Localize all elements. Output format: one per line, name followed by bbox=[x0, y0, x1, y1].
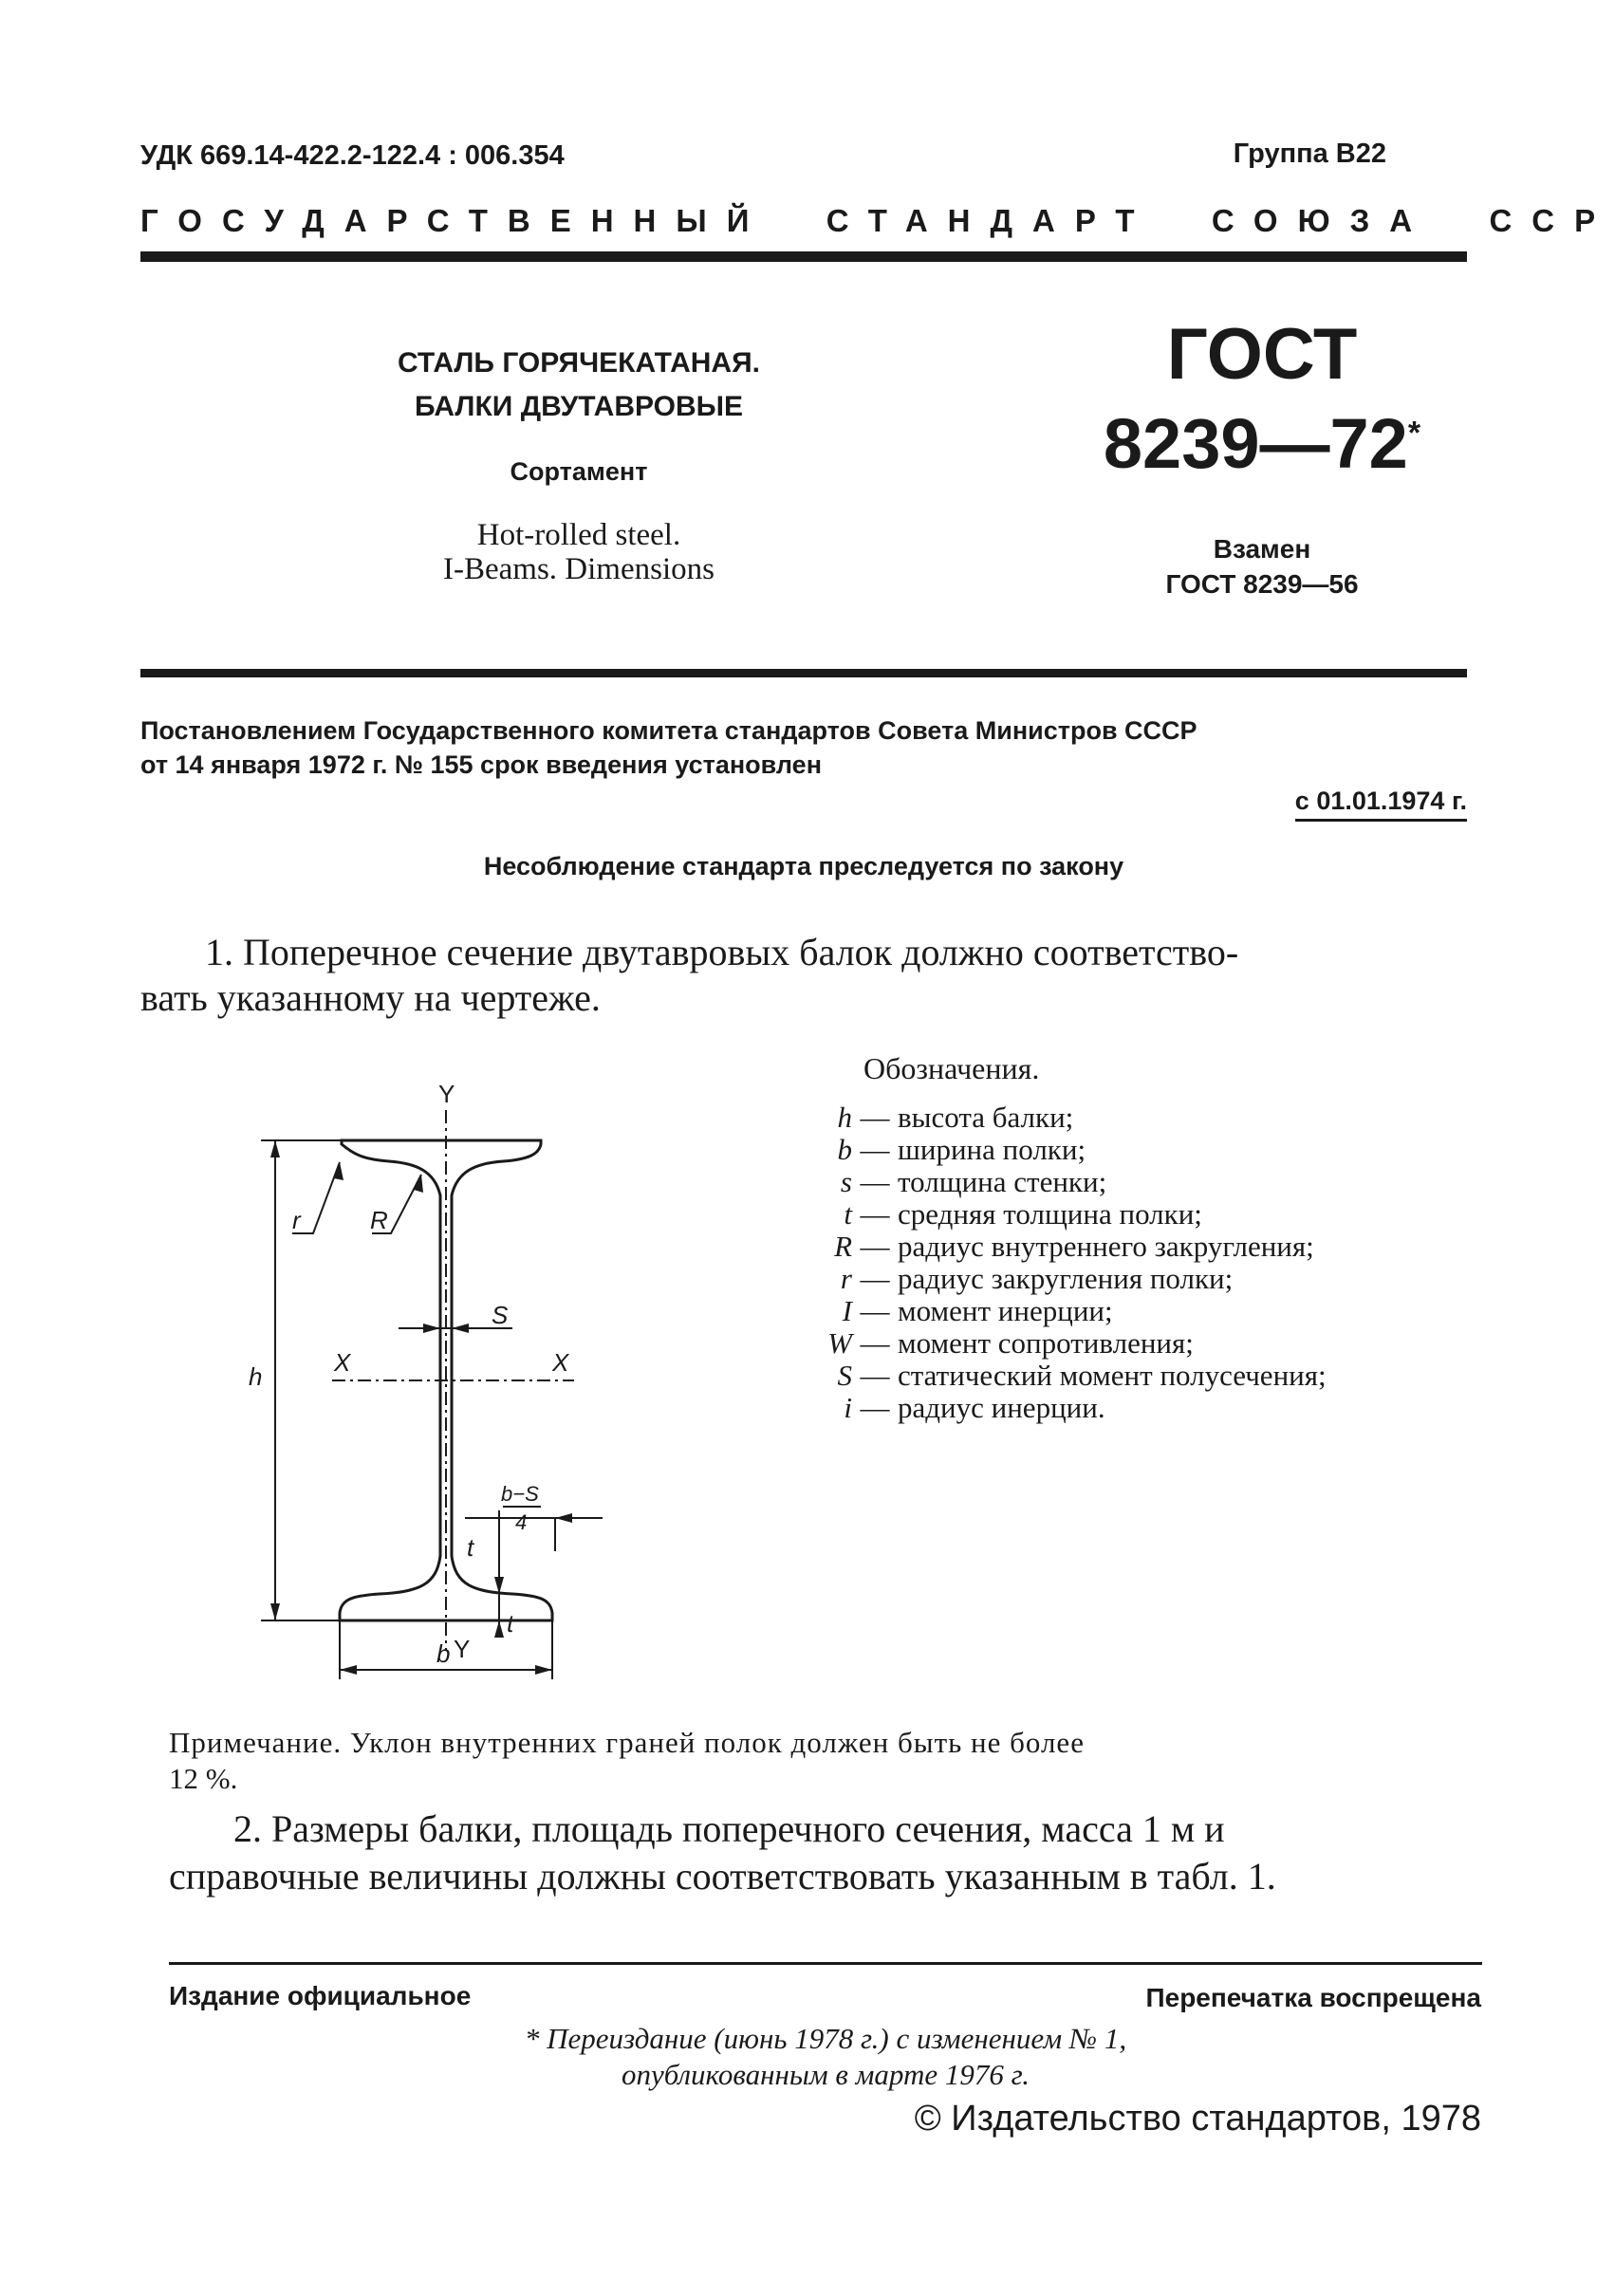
legend-text: радиус инерции. bbox=[898, 1391, 1105, 1424]
note-line-2: 12 %. bbox=[169, 1762, 238, 1795]
legend-text: статический момент полусечения; bbox=[898, 1359, 1327, 1392]
paragraph-1 bbox=[140, 930, 1467, 1021]
decree-effective-date: с 01.01.1974 г. bbox=[1295, 787, 1467, 822]
dimension-t-bottom-label: t bbox=[507, 1609, 514, 1638]
title-line-2: БАЛКИ ДВУТАВРОВЫЕ bbox=[414, 391, 744, 422]
decree-line-1: Постановлением Государственного комитета стандартов Совета Министров СССР bbox=[140, 716, 1197, 745]
gost-label: ГОСТ bbox=[1166, 314, 1358, 395]
replaces-label: Взамен bbox=[1213, 534, 1311, 564]
legend-symbol: s bbox=[840, 1165, 852, 1198]
legend-symbol: b bbox=[837, 1133, 852, 1166]
gost-number-value: 8239—72 bbox=[1103, 404, 1408, 483]
legend-list bbox=[797, 1101, 1480, 1442]
b-arrow-left bbox=[340, 1665, 357, 1675]
reissue-note bbox=[169, 2021, 1482, 2093]
note-line-1: Примечание. Уклон внутренних граней полок должен быть не более bbox=[169, 1726, 1085, 1759]
legend-item: S — статический момент полусечения; bbox=[797, 1359, 1327, 1393]
R-arrow bbox=[414, 1175, 423, 1193]
axis-x-right-label: X bbox=[552, 1348, 569, 1377]
legend-item: t — средняя толщина полки; bbox=[797, 1197, 1202, 1231]
paragraph-1-line-2: вать указанному на чертеже. bbox=[140, 976, 601, 1019]
legend-item: r — радиус закругления полки; bbox=[797, 1262, 1233, 1296]
radius-r-label: r bbox=[292, 1206, 301, 1234]
header-thick-rule bbox=[140, 251, 1467, 262]
axis-y-bottom-label: Y bbox=[454, 1635, 471, 1663]
s-arrow-left bbox=[423, 1324, 440, 1333]
legend-title: Обозначения. bbox=[863, 1051, 1040, 1085]
legend-text: момент сопротивления; bbox=[898, 1326, 1194, 1360]
gost-asterisk: * bbox=[1407, 415, 1421, 452]
group-code: Группа В22 bbox=[1233, 139, 1386, 169]
legend-item: i — радиус инерции. bbox=[797, 1391, 1105, 1425]
i-beam-cross-section-drawing bbox=[228, 1072, 626, 1698]
t-arrow-bottom bbox=[494, 1620, 504, 1638]
reissue-line-2: опубликованным в марте 1976 г. bbox=[621, 2058, 1030, 2091]
title-english-line-2: I-Beams. Dimensions bbox=[443, 552, 715, 586]
legend-text: ширина полки; bbox=[898, 1133, 1086, 1166]
replaces-value: ГОСТ 8239—56 bbox=[1165, 569, 1359, 599]
legend-text: средняя толщина полки; bbox=[898, 1197, 1202, 1231]
legend-item: s — толщина стенки; bbox=[797, 1165, 1106, 1199]
legal-warning: Несоблюдение стандарта преследуется по закону bbox=[483, 852, 1124, 880]
copyright-line: © Издательство стандартов, 1978 bbox=[914, 2099, 1481, 2139]
dimension-t-vertical-label: t bbox=[467, 1533, 474, 1562]
legend-text: высота балки; bbox=[898, 1101, 1074, 1134]
paragraph-2 bbox=[169, 1805, 1478, 1900]
title-english bbox=[332, 518, 826, 586]
legend-item: R — радиус внутреннего закругления; bbox=[797, 1230, 1314, 1264]
b-arrow-right bbox=[535, 1665, 552, 1675]
legend-text: радиус внутреннего закругления; bbox=[898, 1230, 1314, 1263]
legend-symbol: S bbox=[837, 1359, 852, 1392]
gost-number bbox=[1072, 403, 1452, 484]
decree-line-2: от 14 января 1972 г. № 155 срок введения установлен bbox=[140, 750, 823, 779]
s-arrow-right bbox=[452, 1324, 469, 1333]
note-block bbox=[169, 1725, 1478, 1797]
udc-code: УДК 669.14-422.2-122.4 : 006.354 bbox=[140, 140, 565, 171]
radius-R-label: R bbox=[370, 1206, 388, 1234]
title-line-1: СТАЛЬ ГОРЯЧЕКАТАНАЯ. bbox=[397, 347, 760, 379]
dimension-s-label: S bbox=[492, 1301, 509, 1329]
dimension-b-label: b bbox=[436, 1639, 451, 1668]
paragraph-2-line-1: 2. Размеры балки, площадь поперечного сечения, масса 1 м и bbox=[233, 1807, 1225, 1850]
footer-rule bbox=[169, 1962, 1482, 1965]
paragraph-1-line-1: 1. Поперечное сечение двутавровых балок должно соответство- bbox=[205, 931, 1239, 973]
legend-symbol: i bbox=[844, 1391, 852, 1424]
state-standard-banner: ГОСУДАРСТВЕННЫЙ СТАНДАРТ СОЮЗА ССР bbox=[140, 203, 1615, 238]
subtitle-sortament: Сортамент bbox=[510, 457, 648, 486]
axis-x-left-label: X bbox=[334, 1348, 351, 1377]
legend-item: b — ширина полки; bbox=[797, 1133, 1086, 1167]
legend-item: W — момент сопротивления; bbox=[797, 1326, 1194, 1361]
legend-text: толщина стенки; bbox=[898, 1165, 1107, 1198]
h-arrow-top bbox=[270, 1140, 280, 1157]
legend-symbol: r bbox=[840, 1262, 852, 1295]
edition-official: Издание официальное bbox=[169, 1981, 472, 2010]
legend-item: h — высота балки; bbox=[797, 1101, 1073, 1135]
legend-item: I — момент инерции; bbox=[797, 1294, 1113, 1328]
title-english-line-1: Hot-rolled steel. bbox=[476, 518, 681, 552]
title-russian bbox=[332, 342, 826, 429]
reissue-line-1: * Переиздание (июнь 1978 г.) с изменением № 1, bbox=[524, 2022, 1127, 2055]
paragraph-2-line-2: справочные величины должны соответствовать указанным в табл. 1. bbox=[169, 1855, 1276, 1898]
legend-text: радиус закругления полки; bbox=[898, 1262, 1234, 1295]
legend-symbol: t bbox=[844, 1197, 852, 1231]
reprint-prohibited: Перепечатка воспрещена bbox=[1145, 1983, 1481, 2012]
title-thick-rule bbox=[140, 669, 1467, 677]
fraction-numerator-label: b−S bbox=[501, 1482, 539, 1506]
legend-symbol: I bbox=[842, 1294, 852, 1327]
legend-symbol: W bbox=[827, 1326, 852, 1360]
axis-y-top-label: Y bbox=[438, 1080, 455, 1108]
legend-symbol: h bbox=[837, 1101, 852, 1134]
legend-text: момент инерции; bbox=[898, 1294, 1113, 1327]
legend-symbol: R bbox=[834, 1230, 852, 1263]
dimension-h-label: h bbox=[249, 1362, 263, 1391]
h-arrow-bottom bbox=[270, 1603, 280, 1620]
quarter-arrow-right bbox=[555, 1513, 572, 1523]
fraction-denominator-label: 4 bbox=[515, 1510, 528, 1534]
